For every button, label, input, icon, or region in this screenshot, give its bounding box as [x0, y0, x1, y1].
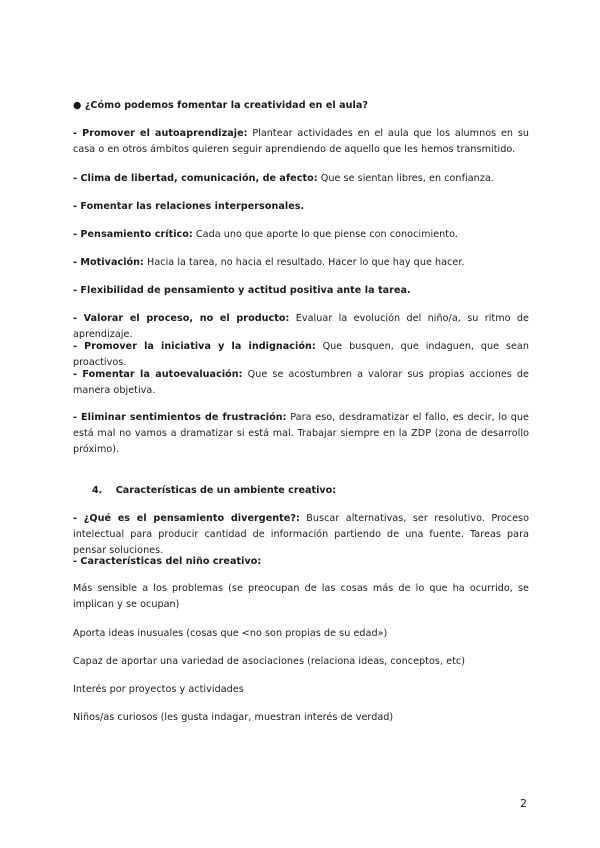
item-label: - Flexibilidad de pensamiento y actitud positiva ante la tarea. [73, 285, 411, 296]
item-label: - Pensamiento crítico: [73, 229, 193, 240]
child-traits-heading: - Características del niño creativo: [73, 556, 262, 567]
item-pensamiento-critico [73, 227, 529, 243]
section-title [92, 483, 336, 499]
item-clima-libertad [73, 171, 529, 187]
divergent-label: - ¿Qué es el pensamiento divergente?: [73, 513, 300, 524]
section-title-text: Características de un ambiente creativo: [115, 485, 337, 496]
item-text: Cada uno que aporte lo que piense con conocimiento. [192, 229, 458, 240]
item-text: Que se sientan libres, en confianza. [317, 173, 494, 184]
section-number: 4. [92, 485, 103, 496]
item-text: Plantear actividades en el aula que los alumnos en su casa o en otros ámbitos quieren seguir aprendiendo de aquello que les hemos transmitido. [73, 128, 529, 155]
child-trait: Capaz de aportar una variedad de asociaciones (relaciona ideas, conceptos, etc) [73, 656, 466, 667]
child-trait: Aporta ideas inusuales (cosas que <no son propias de su edad») [73, 628, 388, 639]
item-frustracion [73, 410, 529, 458]
item-label: - Fomentar las relaciones interpersonales. [73, 201, 305, 212]
item-label: - Clima de libertad, comunicación, de afecto: [73, 173, 318, 184]
item-text: Que busquen, que indaguen, que sean proactivos. [73, 341, 529, 368]
item-text: Que se acostumbren a valorar sus propias acciones de manera objetiva. [73, 369, 530, 396]
item-label: - Eliminar sentimientos de frustración: [73, 412, 287, 423]
item-text: Para eso, desdramatizar el fallo, es decir, lo que está mal no vamos a dramatizar si está mal. Trabajar siempre en la ZDP (zona de desarrollo próximo). [73, 412, 529, 455]
divergent-thinking-paragraph [73, 511, 529, 559]
heading-text: ¿Cómo podemos fomentar la creatividad en el aula? [84, 100, 368, 111]
item-label: - Valorar el proceso, no el producto: [73, 313, 290, 324]
item-text: Evaluar la evolución del niño/a, su ritmo de aprendizaje. [73, 313, 529, 340]
item-label: - Promover la iniciativa y la indignación: [73, 341, 316, 352]
item-label: - Motivación: [73, 257, 144, 268]
item-autoevaluacion [73, 367, 529, 399]
item-text: Hacia la tarea, no hacia el resultado. Hacer lo que hay que hacer. [143, 257, 465, 268]
item-flexibilidad [73, 283, 529, 299]
item-motivacion [73, 255, 529, 271]
child-trait: Niños/as curiosos (les gusta indagar, muestran interés de verdad) [73, 712, 394, 723]
item-label: - Fomentar la autoevaluación: [73, 369, 243, 380]
child-trait: Más sensible a los problemas (se preocupan de las cosas más de lo que ha ocurrido, se implican y se ocupan) [73, 583, 529, 610]
item-relaciones [73, 199, 529, 215]
creativity-question-heading [73, 98, 529, 114]
divergent-text: Buscar alternativas, ser resolutivo. Proceso intelectual para producir cantidad de información partiendo de una fuente. Tareas para pensar soluciones. [73, 513, 529, 556]
item-autoaprendizaje [73, 126, 529, 158]
child-trait: Interés por proyectos y actividades [73, 684, 244, 695]
item-label: - Promover el autoaprendizaje: [73, 128, 248, 139]
page-number: 2 [520, 797, 527, 810]
bullet-icon: ● [73, 100, 82, 111]
